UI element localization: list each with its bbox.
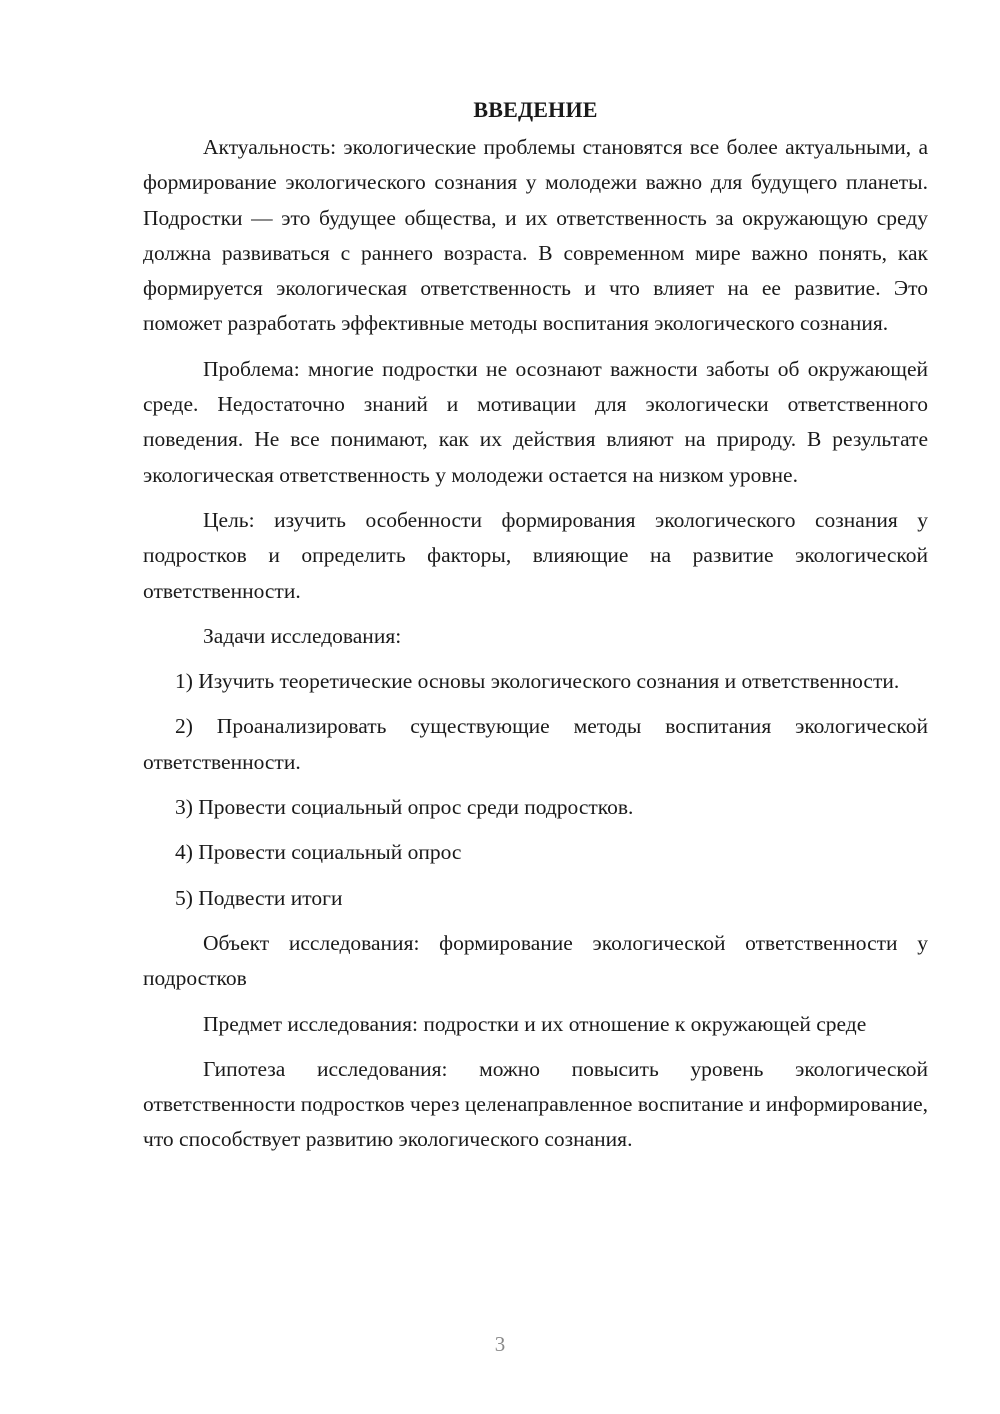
page-title: ВВЕДЕНИЕ xyxy=(473,97,598,122)
paragraph-hypothesis: Гипотеза исследования: можно повысить уровень экологической ответственности подростков через целенаправленное воспитание и информирование, что способствует развитию экологического сознания. xyxy=(143,1056,928,1152)
task-item: 2) Проанализировать существующие методы воспитания экологической ответственности. xyxy=(143,714,928,774)
task-item: 3) Провести социальный опрос среди подростков. xyxy=(175,795,634,820)
paragraph-relevance: Актуальность: экологические проблемы становятся все более актуальными, а формирование экологического сознания у молодежи важно для будущего планеты. Подростки — это будущее общества, и их ответственность за окружающую среду должна развиваться с раннего возраста. В современном мире важно понять, как формируется экологическая ответственность и что влияет на ее развитие. Это поможет разработать эффективные методы воспитания экологического сознания. xyxy=(143,135,928,336)
paragraph-subject: Предмет исследования: подростки и их отношение к окружающей среде xyxy=(203,1011,867,1036)
task-item: 4) Провести социальный опрос xyxy=(175,840,462,865)
task-item: 1) Изучить теоретические основы экологического сознания и ответственности. xyxy=(175,669,900,694)
paragraph-goal: Цель: изучить особенности формирования экологического сознания у подростков и определить факторы, влияющие на развитие экологической ответственности. xyxy=(143,507,928,603)
tasks-heading: Задачи исследования: xyxy=(203,623,402,648)
paragraph-object: Объект исследования: формирование экологической ответственности у подростков xyxy=(143,930,928,991)
paragraph-problem: Проблема: многие подростки не осознают важности заботы об окружающей среде. Недостаточно знаний и мотивации для экологически ответственного поведения. Не все понимают, как их действия влияют на природу. В результате экологическая ответственность у молодежи остается на низком уровне. xyxy=(143,356,928,487)
task-item: 5) Подвести итоги xyxy=(175,885,343,910)
page-number: 3 xyxy=(494,1332,506,1356)
document-page xyxy=(143,92,928,1168)
